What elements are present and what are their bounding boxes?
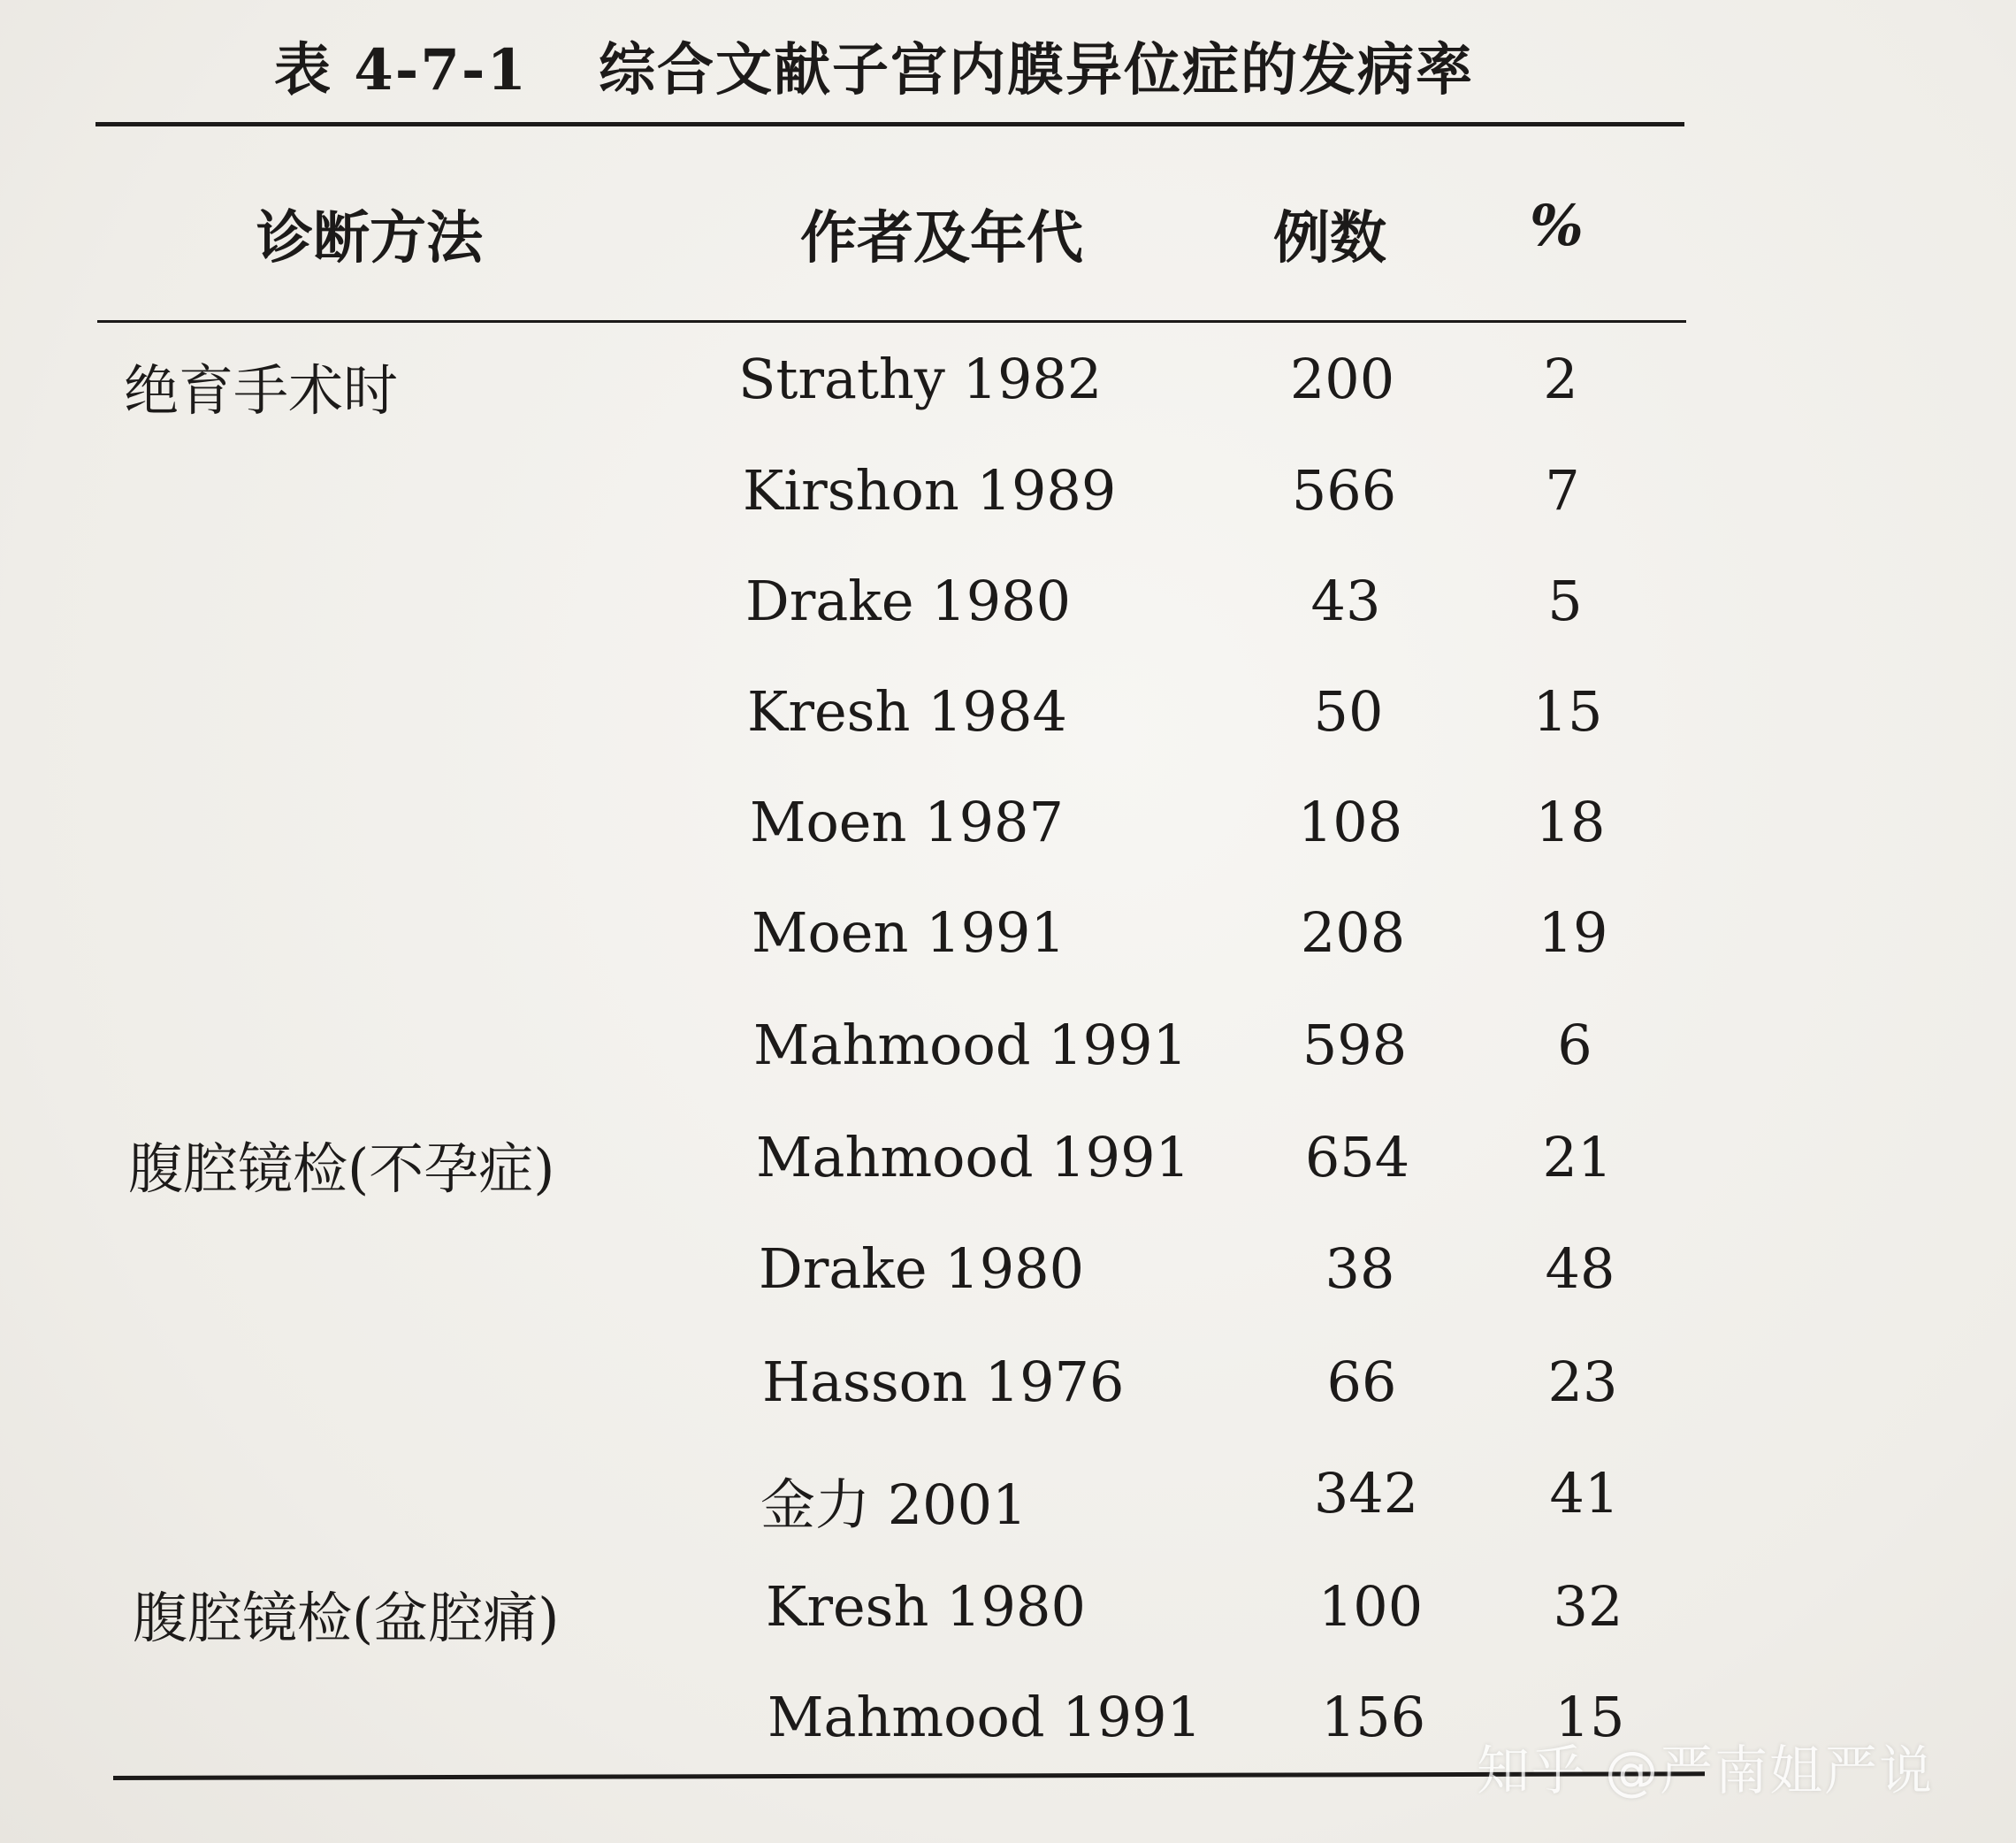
count-cell: 342 bbox=[1313, 1461, 1419, 1526]
percent-cell: 41 bbox=[1549, 1461, 1620, 1526]
author-cell: 金力 2001 bbox=[760, 1472, 1027, 1537]
author-cell: Drake 1980 bbox=[745, 569, 1072, 633]
table-caption bbox=[274, 25, 1474, 106]
table-number: 表 4-7-1 bbox=[274, 37, 528, 103]
author-cell: Moen 1991 bbox=[752, 900, 1065, 965]
method-cell: 腹腔镜检(盆腔痛) bbox=[133, 1586, 560, 1650]
percent-cell: 48 bbox=[1545, 1236, 1615, 1301]
count-cell: 654 bbox=[1304, 1125, 1410, 1189]
count-cell: 50 bbox=[1313, 679, 1384, 744]
count-cell: 43 bbox=[1310, 569, 1381, 633]
percent-cell: 15 bbox=[1532, 679, 1603, 744]
author-cell: Moen 1987 bbox=[750, 790, 1064, 854]
percent-cell: 19 bbox=[1538, 900, 1608, 965]
count-cell: 598 bbox=[1302, 1013, 1408, 1077]
percent-cell: 21 bbox=[1542, 1125, 1613, 1189]
percent-cell: 18 bbox=[1535, 790, 1606, 854]
header-author: 作者及年代 bbox=[800, 205, 1083, 271]
author-cell: Hasson 1976 bbox=[762, 1350, 1125, 1414]
author-cell: Mahmood 1991 bbox=[767, 1685, 1203, 1749]
header-percent: % bbox=[1530, 193, 1584, 259]
author-cell: Kresh 1984 bbox=[747, 679, 1067, 744]
percent-cell: 23 bbox=[1547, 1350, 1618, 1414]
method-cell: 绝育手术时 bbox=[124, 358, 399, 423]
percent-cell: 15 bbox=[1554, 1685, 1625, 1749]
header-method: 诊断方法 bbox=[256, 205, 483, 271]
count-cell: 200 bbox=[1289, 347, 1395, 411]
author-cell: Mahmood 1991 bbox=[753, 1013, 1188, 1077]
percent-cell: 7 bbox=[1545, 458, 1580, 523]
percent-cell: 2 bbox=[1543, 347, 1578, 411]
percent-cell: 5 bbox=[1547, 569, 1583, 633]
top-rule bbox=[95, 122, 1684, 126]
watermark: 知乎 @严南姐严说 bbox=[1477, 1740, 1935, 1802]
author-cell: Kresh 1980 bbox=[766, 1574, 1086, 1639]
count-cell: 156 bbox=[1320, 1685, 1426, 1749]
percent-cell: 6 bbox=[1557, 1013, 1592, 1077]
count-cell: 100 bbox=[1317, 1574, 1424, 1639]
author-cell: Mahmood 1991 bbox=[756, 1125, 1191, 1189]
header-count: 例数 bbox=[1273, 205, 1386, 271]
count-cell: 208 bbox=[1300, 900, 1406, 965]
author-cell: Kirshon 1989 bbox=[743, 458, 1117, 523]
method-cell: 腹腔镜检(不孕症) bbox=[128, 1136, 555, 1201]
author-cell: Drake 1980 bbox=[759, 1236, 1085, 1301]
author-cell: Strathy 1982 bbox=[738, 347, 1103, 411]
bottom-rule bbox=[113, 1771, 1705, 1780]
table-title: 综合文献子宫内膜异位症的发病率 bbox=[599, 37, 1474, 103]
count-cell: 66 bbox=[1326, 1350, 1397, 1414]
count-cell: 38 bbox=[1325, 1236, 1395, 1301]
percent-cell: 32 bbox=[1553, 1574, 1623, 1639]
header-rule bbox=[97, 320, 1686, 323]
count-cell: 108 bbox=[1297, 790, 1403, 854]
count-cell: 566 bbox=[1291, 458, 1397, 523]
